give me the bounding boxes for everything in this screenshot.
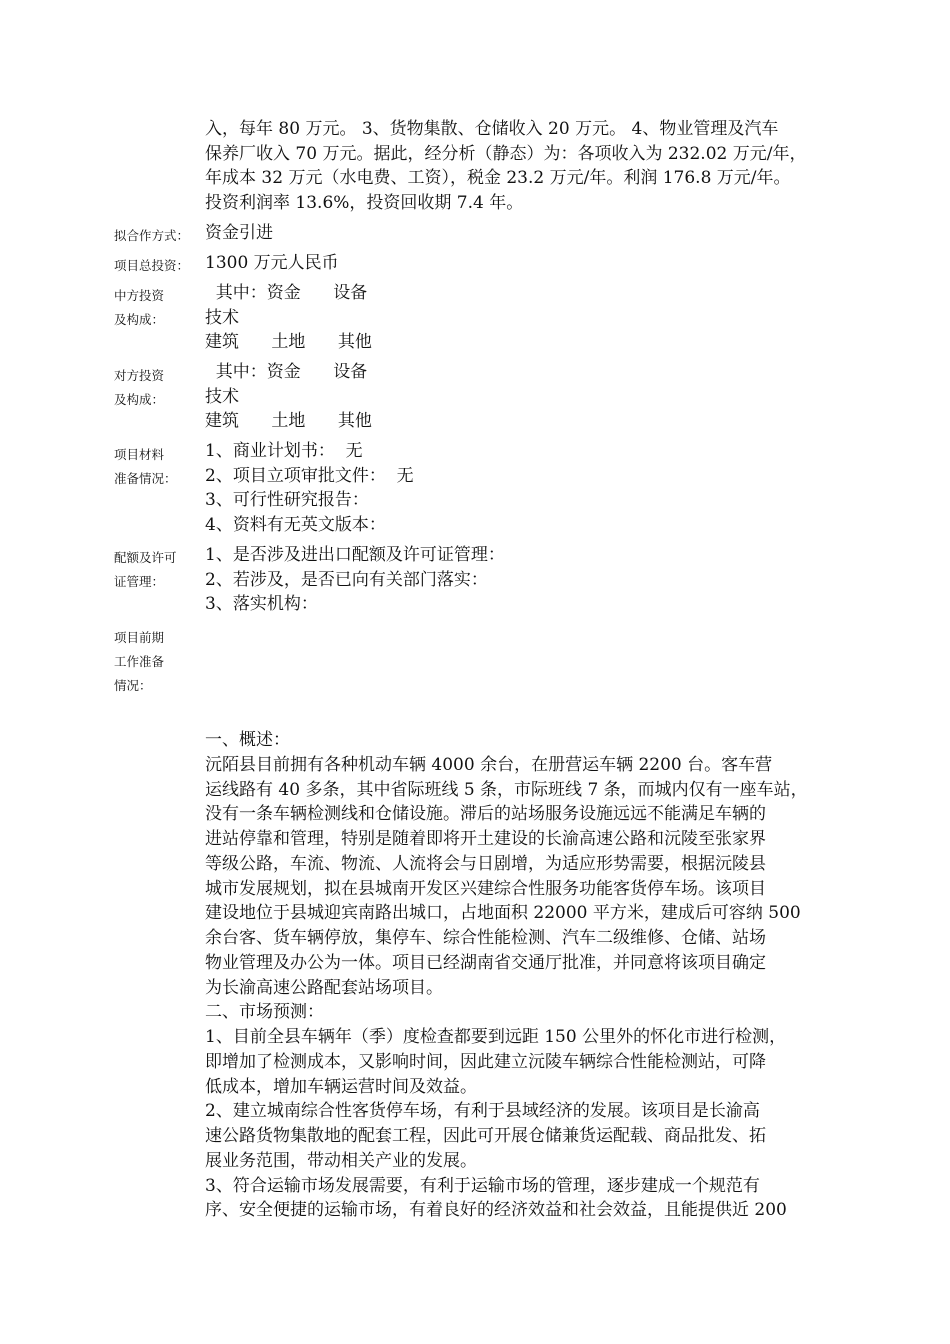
revenue-analysis-paragraph bbox=[205, 117, 845, 215]
text-line: 运线路有 40 多条，其中省际班线 5 条，市际班线 7 条，而城内仅有一座车站， bbox=[205, 779, 808, 800]
text-line: 序、安全便捷的运输市场，有着良好的经济效益和社会效益，且能提供近 200 bbox=[205, 1200, 787, 1221]
text-line: 低成本，增加车辆运营时间及效益。 bbox=[205, 1076, 477, 1097]
materials-prep-value: 1、商业计划书： 无 2、项目立项审批文件： 无 3、可行性研究报告： 4、资料有无英文版本： bbox=[205, 441, 414, 535]
cooperation-mode-label: 拟合作方式： bbox=[114, 228, 190, 243]
section-heading-market: 二、市场预测： bbox=[205, 1002, 324, 1023]
quota-license-value: 1、是否涉及进出口配额及许可证管理： 2、若涉及，是否已向有关部门落实： 3、落实机构： bbox=[205, 545, 505, 615]
text-line: 入，每年 80 万元。 3、货物集散、仓储收入 20 万元。 4、物业管理及汽车 bbox=[205, 119, 779, 139]
text-line: 物业管理及办公为一体。项目已经湖南省交通厅批准，并同意将该项目确定 bbox=[205, 952, 766, 973]
text-line: 展业务范围，带动相关产业的发展。 bbox=[205, 1150, 477, 1171]
text-line: 速公路货物集散地的配套工程，因此可开展仓储兼货运配载、商品批发、拓 bbox=[205, 1126, 766, 1146]
text-line: 为长渝高速公路配套站场项目。 bbox=[205, 977, 443, 998]
text-line: 没有一条车辆检测线和仓储设施。滞后的站场服务设施远远不能满足车辆的 bbox=[205, 804, 766, 825]
foreign-investment-value: 其中：资金 设备 技术 建筑 土地 其他 bbox=[205, 362, 372, 432]
text-line: 进站停靠和管理，特别是随着即将开土建设的长渝高速公路和沅陵至张家界 bbox=[205, 829, 766, 849]
total-investment-value: 1300 万元人民币 bbox=[205, 253, 339, 273]
text-line: 投资利润率 13.6%，投资回收期 7.4 年。 bbox=[205, 192, 524, 213]
chinese-investment-label: 中方投资 及构成： bbox=[114, 288, 165, 327]
text-line: 城市发展规划，拟在县城南开发区兴建综合性服务功能客货停车场。该项目 bbox=[205, 878, 766, 899]
project-overview-body bbox=[205, 728, 845, 1223]
cooperation-mode-value: 资金引进 bbox=[205, 223, 273, 243]
text-line: 2、建立城南综合性客货停车场，有利于县域经济的发展。该项目是长渝高 bbox=[205, 1101, 760, 1122]
chinese-investment-value: 其中：资金 设备 技术 建筑 土地 其他 bbox=[205, 283, 372, 353]
total-investment-label: 项目总投资： bbox=[114, 258, 190, 273]
text-line: 保养厂收入 70 万元。据此，经分析（静态）为：各项收入为 232.02 万元/年， bbox=[205, 143, 807, 164]
quota-license-label: 配额及许可 证管理： bbox=[114, 550, 177, 589]
text-line: 等级公路，车流、物流、人流将会与日剧增，为适应形势需要，根据沅陵县 bbox=[205, 853, 766, 874]
materials-prep-label: 项目材料 准备情况： bbox=[114, 447, 177, 486]
section-heading-overview: 一、概述： bbox=[205, 730, 290, 750]
text-line: 建设地位于县城迎宾南路出城口，占地面积 22000 平方米，建成后可容纳 500 bbox=[205, 903, 801, 924]
text-line: 1、目前全县车辆年（季）度检查都要到远距 150 公里外的怀化市进行检测， bbox=[205, 1027, 787, 1047]
text-line: 余台客、货车辆停放，集停车、综合性能检测、汽车二级维修、仓储、站场 bbox=[205, 928, 766, 948]
text-line: 3、符合运输市场发展需要，有利于运输市场的管理，逐步建成一个规范有 bbox=[205, 1175, 760, 1196]
text-line: 沅陌县目前拥有各种机动车辆 4000 余台，在册营运车辆 2200 台。客车营 bbox=[205, 754, 773, 775]
text-line: 年成本 32 万元（水电费、工资），税金 23.2 万元/年。利润 176.8 万元/年。 bbox=[205, 168, 791, 189]
text-line: 即增加了检测成本，又影响时间，因此建立沅陵车辆综合性能检测站，可降 bbox=[205, 1051, 766, 1072]
preliminary-work-label: 项目前期 工作准备 情况： bbox=[114, 630, 165, 693]
foreign-investment-label: 对方投资 及构成： bbox=[114, 368, 165, 407]
